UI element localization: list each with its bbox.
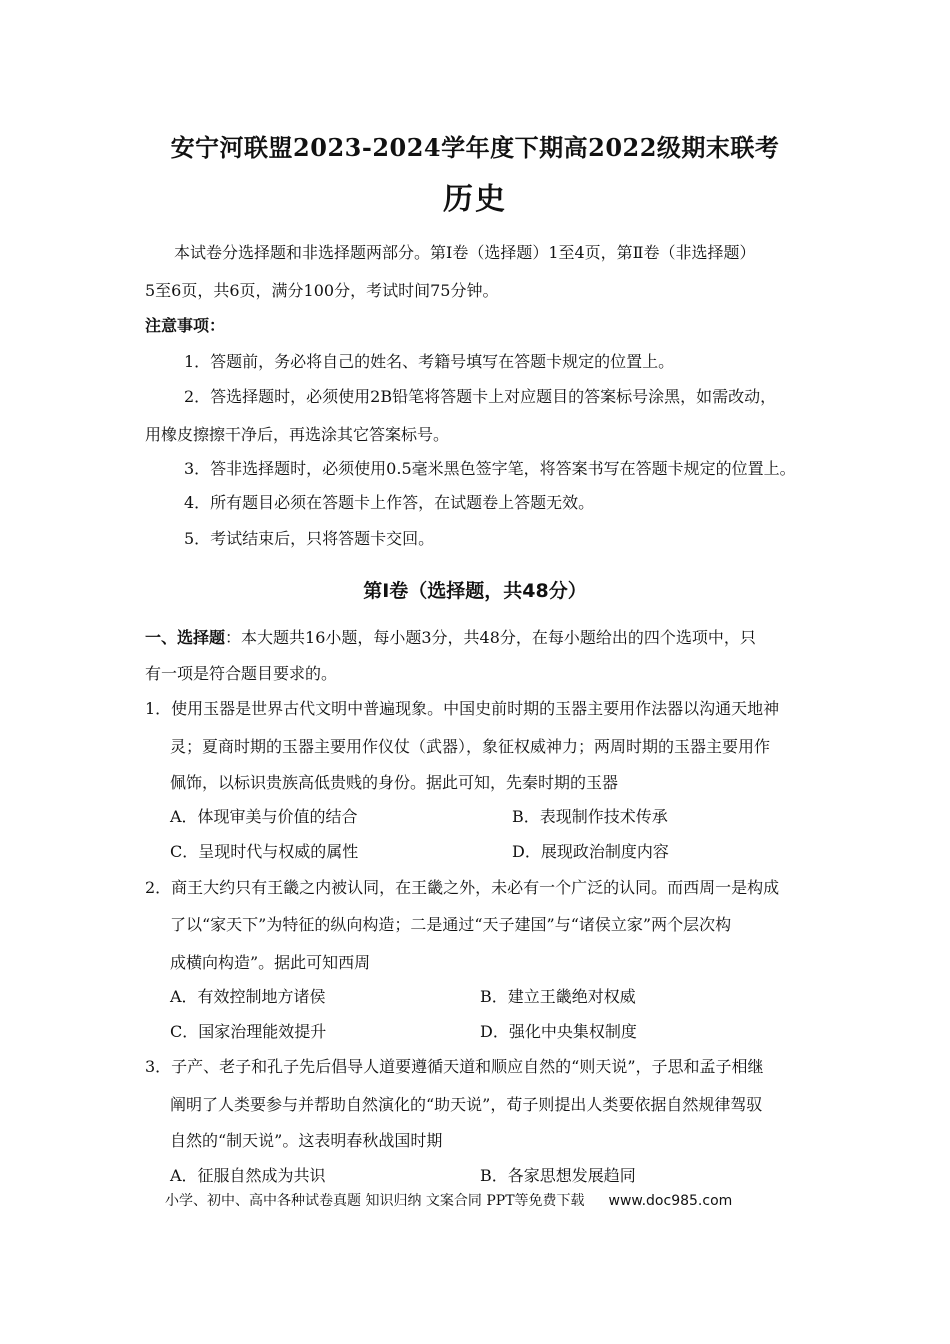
section-title: 第Ⅰ卷（选择题，共48分）: [363, 580, 587, 602]
question-3-line-3: 自然的“制天说”。这表明春秋战国时期: [170, 1131, 443, 1150]
question-3-option-a: A．征服自然成为共识: [170, 1166, 326, 1185]
question-1-option-c: C．呈现时代与权威的属性: [170, 842, 359, 861]
section-lead-text: ：本大题共16小题，每小题3分，共48分，在每小题给出的四个选项中，只: [225, 628, 756, 647]
page-footer: [165, 1190, 732, 1210]
footer-link[interactable]: www.doc985.com: [608, 1193, 733, 1209]
note-item-4: 4．所有题目必须在答题卡上作答，在试题卷上答题无效。: [184, 493, 595, 512]
subject-title: 历史: [443, 182, 507, 217]
note-item-2: 2．答选择题时，必须使用2B铅笔将答题卡上对应题目的答案标号涂黑，如需改动，: [184, 387, 777, 406]
section-lead-bold: 一、选择题: [145, 628, 226, 647]
note-item-2-cont: 用橡皮擦擦干净后，再选涂其它答案标号。: [145, 425, 450, 444]
question-1-line-3: 佩饰，以标识贵族高低贵贱的身份。据此可知，先秦时期的玉器: [170, 773, 619, 792]
question-1-option-a: A．体现审美与价值的结合: [170, 807, 358, 826]
question-3-option-b: B．各家思想发展趋同: [480, 1166, 636, 1185]
exam-title: 安宁河联盟2023-2024学年度下期高2022级期末联考: [170, 133, 780, 162]
note-item-3: 3．答非选择题时，必须使用0.5毫米黑色签字笔，将答案书写在答题卡规定的位置上。: [184, 459, 796, 478]
question-1-option-d: D．展现政治制度内容: [512, 842, 669, 861]
note-item-1: 1．答题前，务必将自己的姓名、考籍号填写在答题卡规定的位置上。: [184, 352, 675, 371]
question-2-line-3: 成横向构造”。据此可知西周: [170, 953, 371, 972]
intro-line-2: 5至6页，共6页，满分100分，考试时间75分钟。: [145, 281, 499, 300]
question-2-option-c: C．国家治理能效提升: [170, 1022, 327, 1041]
question-2-option-b: B．建立王畿绝对权威: [480, 987, 636, 1006]
question-1-line-2: 灵；夏商时期的玉器主要用作仪仗（武器），象征权威神力；两周时期的玉器主要用作: [170, 737, 771, 756]
question-2-option-d: D．强化中央集权制度: [480, 1022, 637, 1041]
notes-heading: 注意事项：: [145, 316, 226, 335]
intro-line-1: 本试卷分选择题和非选择题两部分。第Ⅰ卷（选择题）1至4页，第Ⅱ卷（非选择题）: [174, 243, 756, 262]
question-3-line-1: 3．子产、老子和孔子先后倡导人道要遵循天道和顺应自然的“则天说”，子思和孟子相继: [145, 1057, 764, 1076]
question-3-line-2: 阐明了人类要参与并帮助自然演化的“助天说”，荀子则提出人类要依据自然规律驾驭: [170, 1095, 763, 1114]
question-2-line-2: 了以“家天下”为特征的纵向构造；二是通过“天子建国”与“诸侯立家”两个层次构: [170, 915, 732, 934]
footer-text: 小学、初中、高中各种试卷真题 知识归纳 文案合同 PPT等免费下载: [165, 1193, 585, 1209]
section-lead-line-2: 有一项是符合题目要求的。: [145, 664, 338, 683]
question-2-option-a: A．有效控制地方诸侯: [170, 987, 326, 1006]
question-2-line-1: 2．商王大约只有王畿之内被认同，在王畿之外，未必有一个广泛的认同。而西周一是构成: [145, 878, 780, 897]
question-1-line-1: 1．使用玉器是世界古代文明中普遍现象。中国史前时期的玉器主要用作法器以沟通天地神: [145, 699, 780, 718]
section-lead: [145, 627, 756, 649]
note-item-5: 5．考试结束后，只将答题卡交回。: [184, 529, 435, 548]
question-1-option-b: B．表现制作技术传承: [512, 807, 668, 826]
